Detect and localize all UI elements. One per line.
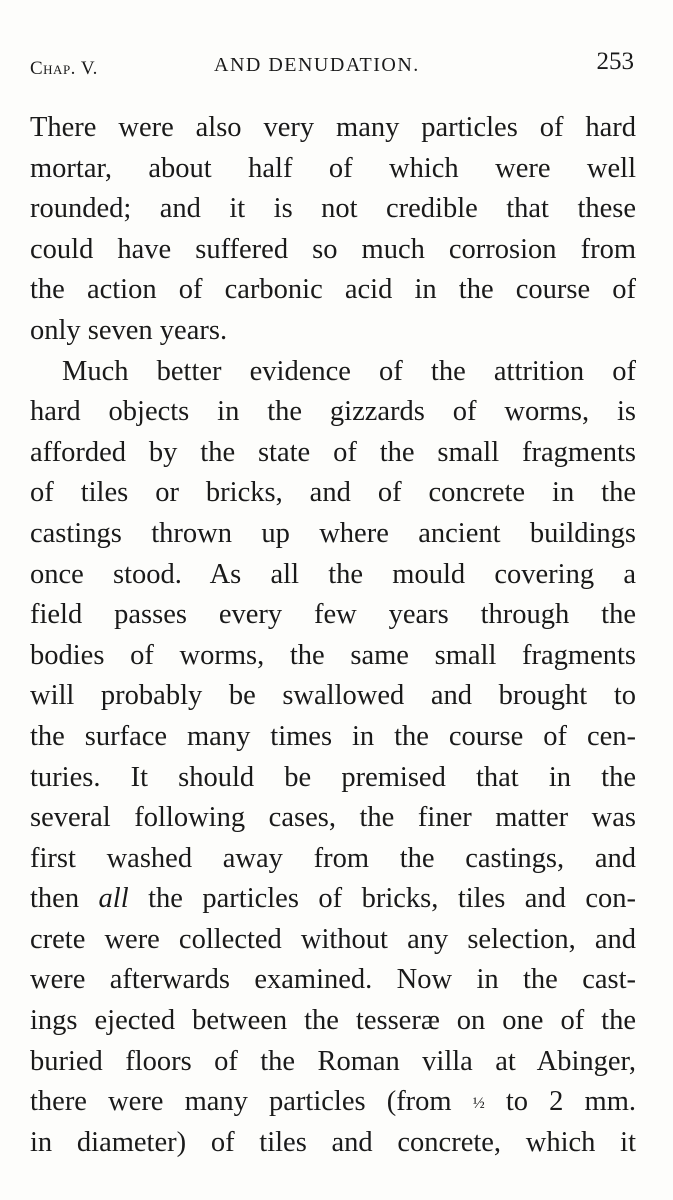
text-line: rounded; and it is not credible that these bbox=[30, 193, 636, 225]
text-line: There were also very many particles of hard bbox=[30, 112, 636, 143]
text-line: bodies of worms, the same small fragments bbox=[30, 639, 636, 671]
text-line: will probably be swallowed and brought to bbox=[30, 680, 636, 712]
text-line: buried floors of the Roman villa at Abinger, bbox=[30, 1045, 636, 1077]
text-line: Much better evidence of the attrition of bbox=[62, 355, 636, 387]
text-segment: there were many particles (from bbox=[30, 1086, 452, 1118]
text-line: in diameter) of tiles and concrete, which it bbox=[30, 1126, 636, 1158]
text-line: hard objects in the gizzards of worms, is bbox=[30, 396, 636, 428]
text-line-with-italic bbox=[30, 879, 636, 920]
page-header bbox=[30, 48, 634, 82]
text-line: once stood. As all the mould covering a bbox=[30, 558, 636, 590]
text-line: only seven years. bbox=[30, 314, 228, 346]
text-line: crete were collected without any selection, and bbox=[30, 923, 636, 955]
text-line-with-fraction bbox=[30, 1082, 636, 1123]
italic-word: all bbox=[98, 883, 129, 915]
text-line: field passes every few years through the bbox=[30, 599, 636, 631]
text-line: the action of carbonic acid in the course of bbox=[30, 274, 636, 306]
text-line: turies. It should be premised that in the bbox=[30, 761, 636, 793]
text-line: were afterwards examined. Now in the cast- bbox=[30, 964, 636, 996]
text-segment: the particles of bricks, tiles and con- bbox=[148, 883, 637, 915]
chapter-label: Chap. V. bbox=[30, 58, 98, 79]
text-line: first washed away from the castings, and bbox=[30, 842, 636, 874]
text-line: mortar, about half of which were well bbox=[30, 152, 636, 184]
page-number: 253 bbox=[596, 48, 634, 75]
text-segment: to 2 mm. bbox=[505, 1086, 637, 1118]
text-line: castings thrown up where ancient buildings bbox=[30, 517, 636, 549]
text-segment: then bbox=[30, 883, 80, 915]
text-line: of tiles or bricks, and of concrete in the bbox=[30, 477, 636, 509]
text-line: the surface many times in the course of cen- bbox=[30, 720, 636, 752]
text-line: could have suffered so much corrosion from bbox=[30, 233, 636, 265]
text-line: afforded by the state of the small fragments bbox=[30, 436, 636, 468]
text-line: ings ejected between the tesseræ on one of the bbox=[30, 1005, 636, 1037]
text-line: several following cases, the finer matter was bbox=[30, 802, 636, 834]
body-text bbox=[30, 108, 636, 1163]
running-title: AND DENUDATION. bbox=[214, 54, 420, 76]
fraction: ½ bbox=[472, 1094, 485, 1112]
